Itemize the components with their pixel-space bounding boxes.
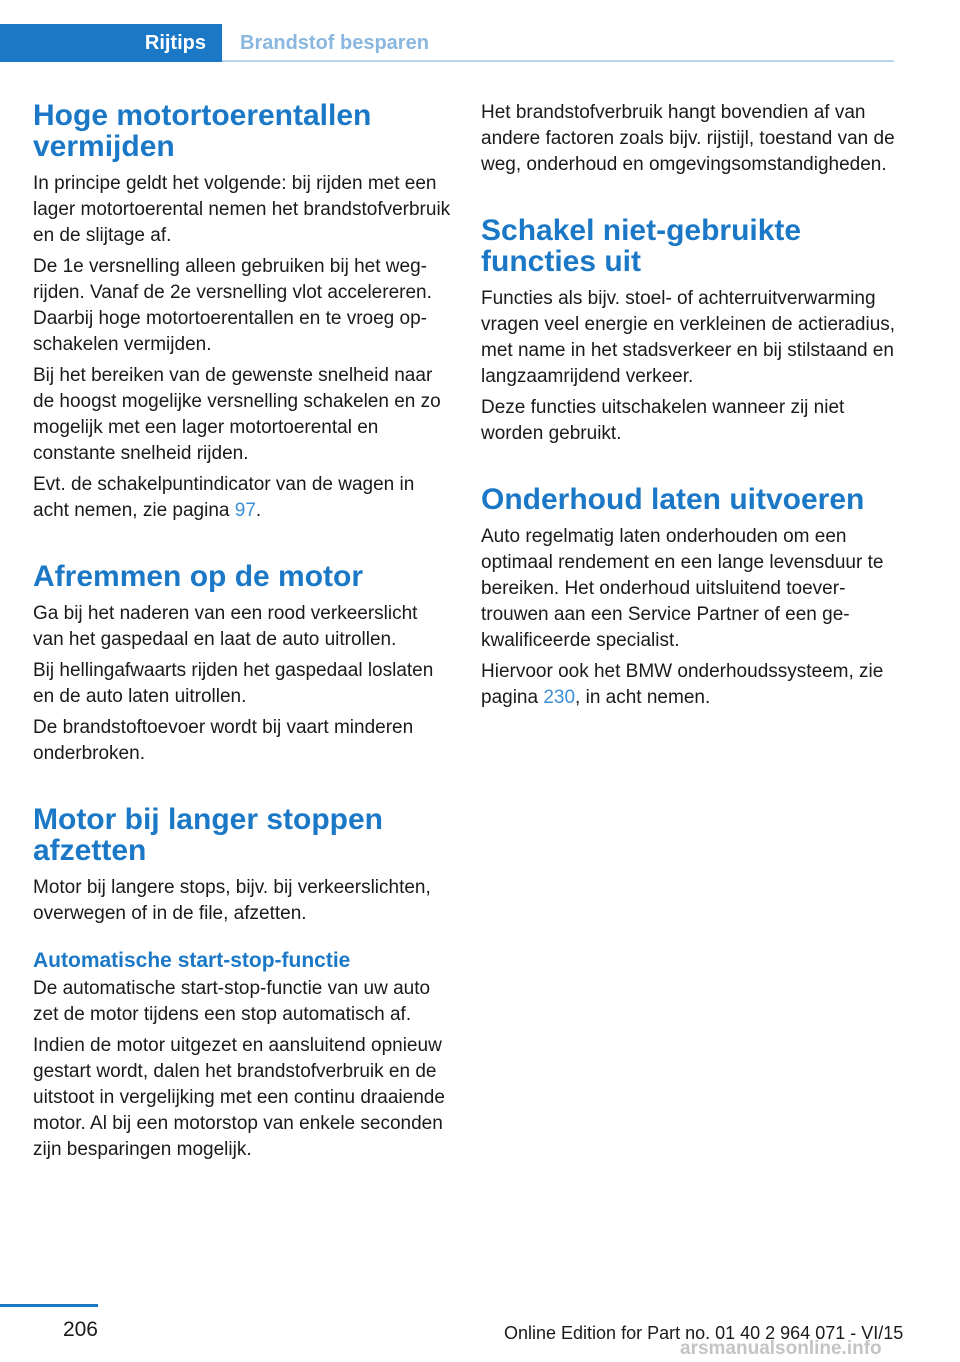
section-heading: Onderhoud laten uitvoeren [481,483,865,516]
paragraph: Functies als bijv. stoel- of achterruitverwarming vragen veel energie en verkleinen de actieradius, met name in het stadsverkeer en bij stilstaand en langzaamrijdend verkeer. [481,288,896,387]
section-maintenance [481,484,897,711]
paragraph: Ga bij het naderen van een rood verkeerslicht van het gaspedaal en laat de auto uitrollen. [33,603,418,650]
section-engine-braking [33,561,453,767]
paragraph-text: . [255,500,262,521]
chapter-tab[interactable]: Rijtips [0,24,222,62]
watermark: arsmanualsonline.info [680,1338,882,1359]
paragraph: Bij hellingafwaarts rijden het gaspedaal loslaten en de auto laten uitrollen. [33,660,434,707]
paragraph [33,472,453,524]
heading-line: vermijden [33,130,175,163]
paragraph-text: Hiervoor ook het BMW onderhoudssysteem, zie pagina [481,661,884,708]
heading-line: Hoge motortoerentallen [33,99,372,132]
left-column [33,100,453,1168]
section-heading: Afremmen op de motor [33,560,364,593]
section-heading [481,215,897,277]
page-link[interactable]: 97 [234,500,256,521]
section-high-rpm [33,100,453,524]
paragraph-text: , in acht nemen. [575,687,711,708]
section-engine-off [33,804,453,1163]
section-tab[interactable]: Brandstof besparen [240,32,429,54]
paragraph: De automatische start-stop-functie van uw auto zet de motor tijdens een stop automatisch af. [33,978,431,1025]
paragraph: Indien de motor uitgezet en aansluitend opnieuw gestart wordt, dalen het brandstofverbruik en de uitstoot in vergelijking met een continu draaiende motor. Al bij een motorstop van enkele seconden zijn besparingen mogelijk. [33,1035,445,1160]
heading-line: Motor bij langer stoppen [33,803,383,836]
footer-divider [0,1304,98,1307]
paragraph: Het brandstofverbruik hangt bovendien af van andere factoren zoals bijv. rijstijl, toestand van de weg, onderhoud en omgevingsomstandigheden. [481,102,895,175]
heading-line: afzetten [33,834,147,867]
paragraph: Bij het bereiken van de gewenste snelheid naar de hoogst mogelijke versnelling schakelen en zo mogelijk met een lager motortoerental en constante snelheid rijden. [33,365,441,464]
section-heading [33,100,453,162]
paragraph-text: Evt. de schakelpuntindicator van de wagen in acht nemen, zie pagina [33,474,415,521]
paragraph [481,659,897,711]
subsection-heading: Automatische start-stop-functie [33,949,351,972]
section-heading [33,804,453,866]
section-unused-functions [481,215,897,447]
paragraph: Auto regelmatig laten onderhouden om een optimaal rendement en een lange levensduur te bereiken. Het onderhoud uitsluitend toevertrouwen aan een Service Partner of een gekwalificeerde specialist. [481,526,884,651]
header-bar [0,0,960,64]
heading-line: Schakel niet-gebruikte [481,214,802,247]
header-divider [222,60,894,62]
paragraph: De 1e versnelling alleen gebruiken bij het wegrijden. Vanaf de 2e versnelling vlot accelereren. Daarbij hoge motortoerentallen en te vroeg opschakelen vermijden. [33,256,432,355]
paragraph: Motor bij langere stops, bijv. bij verkeerslichten, overwegen of in de file, afzetten. [33,877,431,924]
right-column [481,100,897,716]
edition-note: Online Edition for Part no. 01 40 2 964 071 - VI/15 [504,1323,904,1343]
paragraph: In principe geldt het volgende: bij rijden met een lager motortoerental nemen het brandstofverbruik en de slijtage af. [33,173,451,246]
paragraph: De brandstoftoevoer wordt bij vaart minderen onderbroken. [33,717,414,764]
page-link[interactable]: 230 [543,687,576,708]
page-number: 206 [62,1318,98,1341]
heading-line: functies uit [481,245,642,278]
paragraph: Deze functies uitschakelen wanneer zij niet worden gebruikt. [481,397,845,444]
